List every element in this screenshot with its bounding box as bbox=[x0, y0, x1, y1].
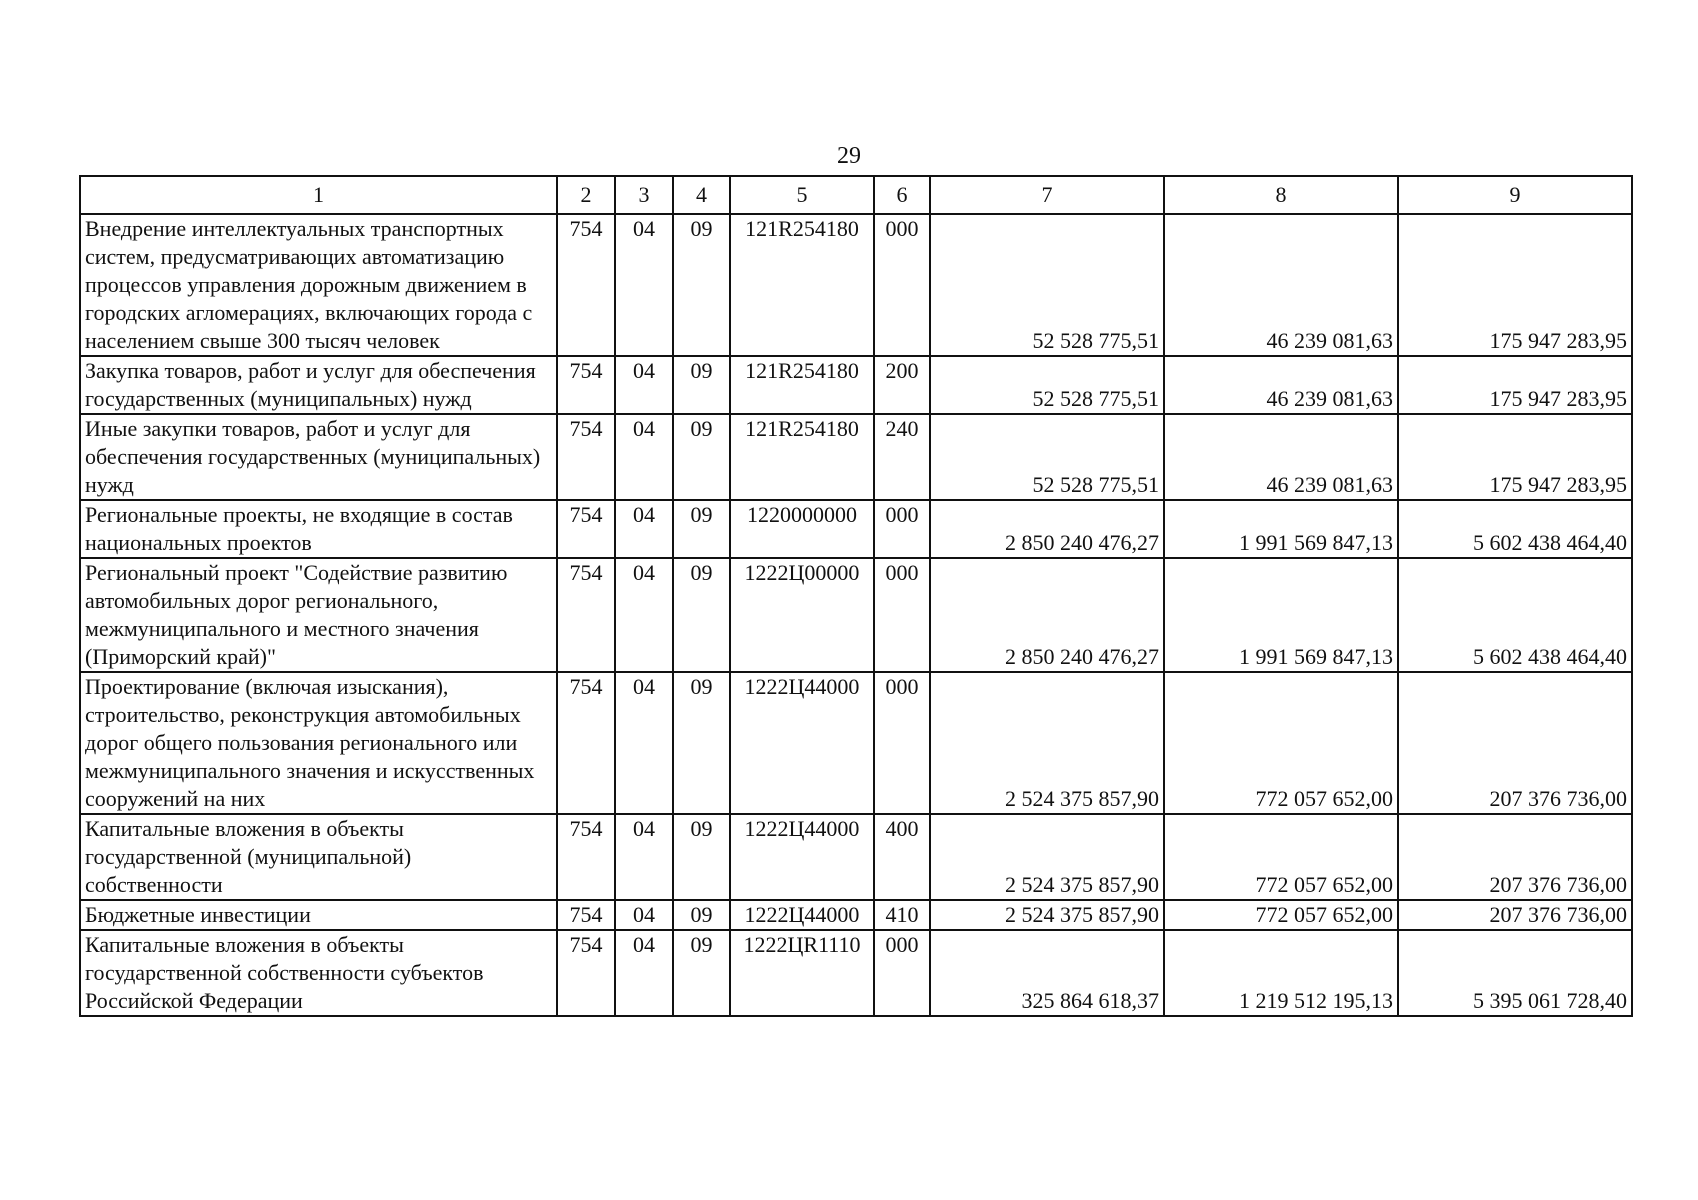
row-expense-type: 000 bbox=[874, 672, 930, 814]
row-ministry-code: 754 bbox=[557, 930, 615, 1016]
row-name: Проектирование (включая изыскания), строительство, реконструкция автомобильных дорог общего пользования регионального или межмуниципального значения и искусственных сооружений на них bbox=[80, 672, 557, 814]
table-row bbox=[80, 672, 1632, 814]
row-expense-type: 240 bbox=[874, 414, 930, 500]
row-ministry-code: 754 bbox=[557, 214, 615, 356]
table-row bbox=[80, 500, 1632, 558]
table-row bbox=[80, 414, 1632, 500]
row-name: Иные закупки товаров, работ и услуг для обеспечения государственных (муниципальных) нужд bbox=[80, 414, 557, 500]
row-section-code: 04 bbox=[615, 558, 673, 672]
row-subsection-code: 09 bbox=[673, 814, 730, 900]
row-amount-col9: 175 947 283,95 bbox=[1398, 356, 1632, 414]
header-col-1: 1 bbox=[80, 176, 557, 214]
row-ministry-code: 754 bbox=[557, 814, 615, 900]
row-name: Региональный проект "Содействие развитию автомобильных дорог регионального, межмуниципального и местного значения (Приморский край)" bbox=[80, 558, 557, 672]
row-ministry-code: 754 bbox=[557, 414, 615, 500]
row-amount-col7: 2 850 240 476,27 bbox=[930, 500, 1164, 558]
row-amount-col7: 2 524 375 857,90 bbox=[930, 672, 1164, 814]
row-section-code: 04 bbox=[615, 414, 673, 500]
row-name: Закупка товаров, работ и услуг для обеспечения государственных (муниципальных) нужд bbox=[80, 356, 557, 414]
row-ministry-code: 754 bbox=[557, 900, 615, 930]
row-amount-col8: 1 219 512 195,13 bbox=[1164, 930, 1398, 1016]
row-amount-col9: 175 947 283,95 bbox=[1398, 414, 1632, 500]
row-ministry-code: 754 bbox=[557, 672, 615, 814]
row-amount-col7: 2 524 375 857,90 bbox=[930, 900, 1164, 930]
row-amount-col7: 2 850 240 476,27 bbox=[930, 558, 1164, 672]
row-amount-col9: 5 395 061 728,40 bbox=[1398, 930, 1632, 1016]
row-amount-col8: 772 057 652,00 bbox=[1164, 672, 1398, 814]
table-row bbox=[80, 900, 1632, 930]
row-amount-col7: 52 528 775,51 bbox=[930, 356, 1164, 414]
table-row bbox=[80, 814, 1632, 900]
row-amount-col8: 46 239 081,63 bbox=[1164, 356, 1398, 414]
row-subsection-code: 09 bbox=[673, 500, 730, 558]
row-amount-col8: 772 057 652,00 bbox=[1164, 814, 1398, 900]
page-number: 29 bbox=[837, 143, 861, 169]
row-amount-col8: 46 239 081,63 bbox=[1164, 214, 1398, 356]
row-name: Капитальные вложения в объекты государственной собственности субъектов Российской Федерации bbox=[80, 930, 557, 1016]
row-amount-col7: 52 528 775,51 bbox=[930, 414, 1164, 500]
row-section-code: 04 bbox=[615, 672, 673, 814]
header-col-8: 8 bbox=[1164, 176, 1398, 214]
row-target-article: 1222ЦR1110 bbox=[730, 930, 874, 1016]
row-amount-col9: 207 376 736,00 bbox=[1398, 672, 1632, 814]
row-target-article: 1220000000 bbox=[730, 500, 874, 558]
row-target-article: 121R254180 bbox=[730, 356, 874, 414]
row-subsection-code: 09 bbox=[673, 900, 730, 930]
row-ministry-code: 754 bbox=[557, 356, 615, 414]
table-body bbox=[80, 214, 1632, 1016]
header-row bbox=[80, 176, 1632, 214]
row-target-article: 1222Ц44000 bbox=[730, 672, 874, 814]
row-ministry-code: 754 bbox=[557, 558, 615, 672]
row-section-code: 04 bbox=[615, 356, 673, 414]
row-amount-col8: 46 239 081,63 bbox=[1164, 414, 1398, 500]
row-section-code: 04 bbox=[615, 214, 673, 356]
row-section-code: 04 bbox=[615, 814, 673, 900]
budget-table bbox=[79, 175, 1633, 1017]
row-amount-col8: 1 991 569 847,13 bbox=[1164, 558, 1398, 672]
row-expense-type: 410 bbox=[874, 900, 930, 930]
row-section-code: 04 bbox=[615, 500, 673, 558]
row-subsection-code: 09 bbox=[673, 414, 730, 500]
row-expense-type: 200 bbox=[874, 356, 930, 414]
row-amount-col9: 5 602 438 464,40 bbox=[1398, 558, 1632, 672]
row-amount-col7: 52 528 775,51 bbox=[930, 214, 1164, 356]
row-amount-col9: 5 602 438 464,40 bbox=[1398, 500, 1632, 558]
row-subsection-code: 09 bbox=[673, 558, 730, 672]
table-row bbox=[80, 558, 1632, 672]
table-row bbox=[80, 356, 1632, 414]
row-name: Внедрение интеллектуальных транспортных систем, предусматривающих автоматизацию процессов управления дорожным движением в городских агломерациях, включающих города с населением свыше 300 тысяч человек bbox=[80, 214, 557, 356]
row-target-article: 1222Ц44000 bbox=[730, 814, 874, 900]
table-row bbox=[80, 214, 1632, 356]
row-target-article: 121R254180 bbox=[730, 414, 874, 500]
row-ministry-code: 754 bbox=[557, 500, 615, 558]
header-col-9: 9 bbox=[1398, 176, 1632, 214]
row-subsection-code: 09 bbox=[673, 672, 730, 814]
row-expense-type: 400 bbox=[874, 814, 930, 900]
row-amount-col9: 207 376 736,00 bbox=[1398, 900, 1632, 930]
row-expense-type: 000 bbox=[874, 930, 930, 1016]
row-target-article: 1222Ц00000 bbox=[730, 558, 874, 672]
row-section-code: 04 bbox=[615, 900, 673, 930]
row-target-article: 1222Ц44000 bbox=[730, 900, 874, 930]
row-subsection-code: 09 bbox=[673, 930, 730, 1016]
row-amount-col8: 1 991 569 847,13 bbox=[1164, 500, 1398, 558]
header-col-7: 7 bbox=[930, 176, 1164, 214]
header-col-4: 4 bbox=[673, 176, 730, 214]
header-col-6: 6 bbox=[874, 176, 930, 214]
row-amount-col9: 175 947 283,95 bbox=[1398, 214, 1632, 356]
row-name: Региональные проекты, не входящие в состав национальных проектов bbox=[80, 500, 557, 558]
row-expense-type: 000 bbox=[874, 558, 930, 672]
row-name: Бюджетные инвестиции bbox=[80, 900, 557, 930]
table-row bbox=[80, 930, 1632, 1016]
row-subsection-code: 09 bbox=[673, 214, 730, 356]
row-expense-type: 000 bbox=[874, 214, 930, 356]
row-amount-col7: 2 524 375 857,90 bbox=[930, 814, 1164, 900]
row-amount-col8: 772 057 652,00 bbox=[1164, 900, 1398, 930]
row-name: Капитальные вложения в объекты государственной (муниципальной) собственности bbox=[80, 814, 557, 900]
row-expense-type: 000 bbox=[874, 500, 930, 558]
header-col-2: 2 bbox=[557, 176, 615, 214]
header-col-5: 5 bbox=[730, 176, 874, 214]
row-section-code: 04 bbox=[615, 930, 673, 1016]
row-amount-col7: 325 864 618,37 bbox=[930, 930, 1164, 1016]
header-col-3: 3 bbox=[615, 176, 673, 214]
row-subsection-code: 09 bbox=[673, 356, 730, 414]
row-target-article: 121R254180 bbox=[730, 214, 874, 356]
row-amount-col9: 207 376 736,00 bbox=[1398, 814, 1632, 900]
table-header bbox=[80, 176, 1632, 214]
